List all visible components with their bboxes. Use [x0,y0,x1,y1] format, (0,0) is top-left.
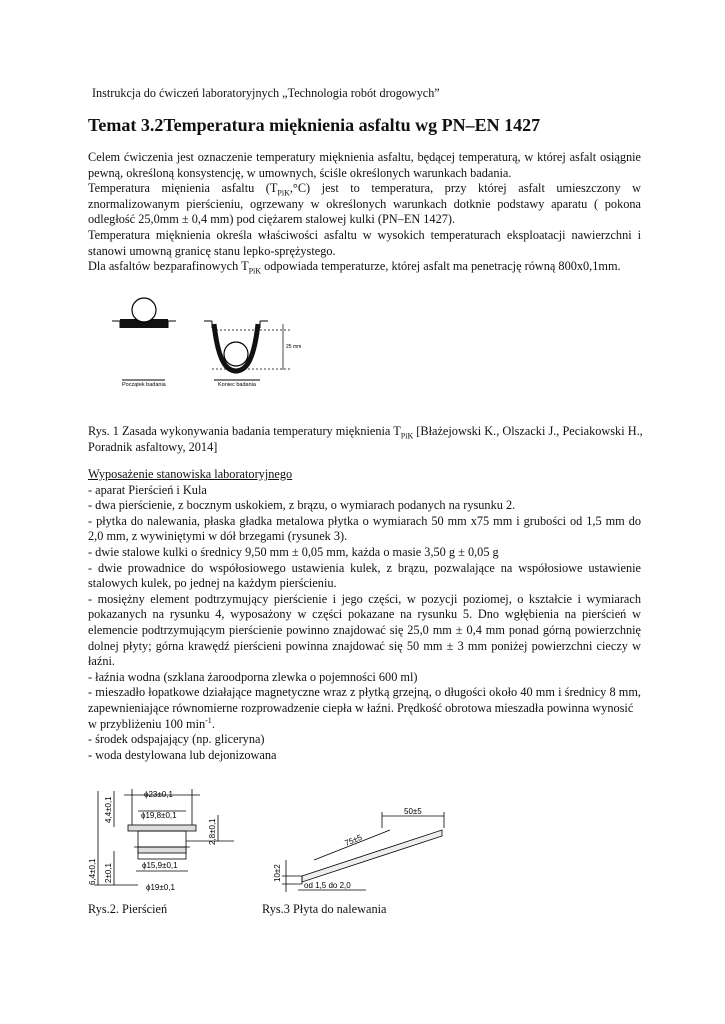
figure-1-caption-sub: PiK [400,431,414,441]
equipment-item: - dwie prowadnice do współosiowego ustawienia kulek, z brązu, pozwalające na współosiowe ustawienie stalowych kulek, po jednej na każdym pierścieniu. [88,560,641,591]
equipment-heading: Wyposażenie stanowiska laboratoryjnego [88,467,293,481]
figure-1-end-state [204,321,301,388]
intro-section [88,150,641,275]
ring-dim-mid: ϕ19,8±0,1 [141,811,177,820]
equipment-item: - woda destylowana lub dejonizowana [88,747,277,762]
equipment-item-mixer: - mieszadło łopatkowe działające magnetyczne wraz z płytką grzejną, o długości około 40 mm i średnicy 8 mm, zapewnieniające równomierne rozprowadzenie ciepła w łaźni. Prędkość obrotowa mieszadła powinna wynosić [88,685,641,715]
equipment-item: - środek odspajający (np. gliceryna) [88,732,265,747]
figure-1-label-end: Koniec badania [218,382,256,388]
intro-paragraph-1: Celem ćwiczenia jest oznaczenie temperatury mięknienia asfaltu, będącej temperaturą, w której asfalt osiągnie pewną, określoną konsystencję, w umownych, ściśle określonych warunkach badania. [88,150,641,180]
equipment-section [88,467,641,763]
intro-p4-text-b: odpowiada temperaturze, której asfalt ma penetrację równą 800x0,1mm. [261,259,621,274]
ring-dim-low: ϕ15,9±0,1 [142,861,178,870]
mixer-speed-sup: -1 [205,715,212,725]
intro-paragraph-3: Temperatura mięknienia określa właściwości asfaltu w wysokich temperaturach eksploatacji nawierzchni i stanowi umowną granicę stanu lepko-sprężystego. [88,227,641,258]
ring-height-total: 6,4±0,1 [88,858,97,885]
ring-dim-bot: ϕ19±0,1 [146,883,175,892]
page-title: Temat 3.2Temperatura mięknienia asfaltu wg PN–EN 1427 [88,115,541,135]
intro-paragraph-2 [88,181,641,228]
figure-1-diagram [100,288,330,390]
steel-ball [132,298,156,322]
figure-2-caption: Rys.2. Pierścień [88,902,168,916]
figure-1-dim: 25 mm [286,344,302,350]
plate-width: 50±5 [404,808,422,816]
equipment-item: - aparat Pierścień i Kula [88,482,207,497]
intro-p4-sub: PiK [248,266,262,276]
intro-p4-text-a: Dla asfaltów bezparafinowych T [88,259,249,274]
plate-height: 10±2 [273,864,282,882]
intro-p2-sub: PiK [277,188,290,198]
equipment-item: - dwie stalowe kulki o średnicy 9,50 mm ± 0,05 mm, każda o masie 3,50 g ± 0,05 g [88,544,499,559]
mixer-speed-end: . [211,716,215,731]
equipment-item: - dwa pierścienie, z bocznym uskokiem, z brązu, o wymiarach podanych na rysunku 2. [88,498,516,513]
figure-1-start-state [112,298,176,388]
figure-1-caption [88,424,648,455]
steel-ball-end [224,342,248,366]
mixer-speed-text: w przybliżeniu 100 min [88,716,206,731]
page-header: Instrukcja do ćwiczeń laboratoryjnych „Technologia robót drogowych” [92,86,440,100]
equipment-item-mixer-speed [88,717,641,733]
ring-dim-top: ϕ23±0,1 [144,790,173,799]
plate-length: 75±5 [343,832,364,848]
figure-3-caption: Rys.3 Płyta do nalewania [262,902,387,916]
ring-height-side: 2,8±0,1 [208,818,217,845]
equipment-item: - łaźnia wodna (szklana żaroodporna zlewka o pojemności 600 ml) [88,669,418,684]
plate-thickness: od 1,5 do 2,0 [304,881,351,890]
figure-1-caption-b: [Błażejowski K., Olszacki J., Peciakowski H., Poradnik asfaltowy, 2014] [88,424,643,454]
ring-height-bot: 2±0,1 [104,863,113,883]
equipment-item: - mosiężny element podtrzymujący pierścienie i jego części, w pozycji poziomej, o kształcie i wymiarach pokazanych na rysunku 4, wyposażony w części pokazane na rysunku 5. Dno wgłębienia na pierścień w elemencie podtrzymującym pierścienie powinno znajdować się 25,0 mm ± 0,4 mm ponad górną powierzchnię dolnej płyty; górna krawędź pierścieni powinna znajdować się 50 mm ± 3 mm poniżej powierzchni cieczy w łaźni. [88,591,641,669]
equipment-item: - płytka do nalewania, płaska gładka metalowa płytka o wymiarach 50 mm x75 mm i grubości od 1,5 mm do 2,0 mm, z wywiniętymi w dół brzegami (rysunek 3). [88,513,641,544]
intro-paragraph-4 [88,259,641,275]
figure-1-label-start: Początek badania [122,382,166,388]
intro-p2-text-b: ,°C) jest to temperatura, przy której asfalt umieszczony w znormalizowanym pierścieniu, ogrzewany w określonych warunkach dotknie podstawy aparatu ( pokona odległość 25,0mm ± 0,4 mm) pod ciężarem stalowej kulki (PN–EN 1427). [88,181,641,227]
intro-p2-text-a: Temperatura mięnienia asfaltu (T [88,181,278,196]
figure-1-caption-a: Rys. 1 Zasada wykonywania badania temperatury mięknienia T [88,424,401,438]
figure-3-plate-drawing [262,808,452,898]
figure-2-ring-drawing [84,785,234,897]
ring-height-top: 4,4±0,1 [104,796,113,823]
